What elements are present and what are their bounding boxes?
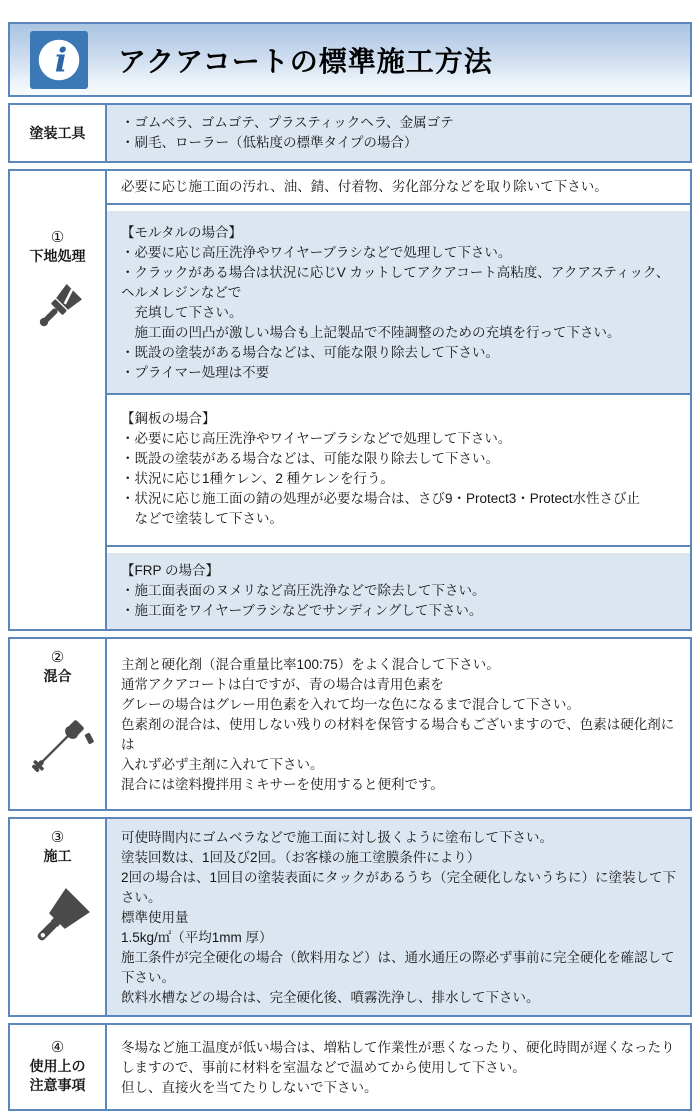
text-line: ・状況に応じ施工面の錆の処理が必要な場合は、さび9・Protect3・Protect水性さび止 [121,491,641,506]
text-line: ・状況に応じ1種ケレン、2 種ケレンを行う。 [121,471,394,486]
mixing-label [10,639,107,809]
base-prep-content [107,171,690,629]
text-line: 必要に応じ施工面の汚れ、油、錆、付着物、劣化部分などを取り除いて下さい。 [121,179,608,194]
application-label-text: 施工 [43,848,72,864]
info-icon [30,31,88,89]
base-prep-frp-box [107,553,690,629]
text-line: 但し、直接火を当てたりしないで下さい。 [121,1080,378,1095]
precautions-label-text [30,1057,86,1095]
text-line: ・既設の塗装がある場合などは、可能な限り除去して下さい。 [121,451,499,466]
paintbrush-icon [25,276,91,345]
application-content [107,819,690,1015]
text-line: ・必要に応じ高圧洗浄やワイヤーブラシなどで処理して下さい。 [121,245,512,260]
text-line: などで塗装して下さい。 [121,511,283,526]
row-application [8,817,692,1017]
painting-tools-content [107,105,690,161]
text-line: ・ゴムベラ、ゴムゴテ、プラスティックヘラ、金属ゴテ [121,115,454,130]
text-line: ・クラックがある場合は状況に応じV カットしてアクアコート高粘度、アクアスティック、ヘルメレジンなどで [121,265,670,300]
svg-text:i: i [54,40,68,80]
text-line: 【鋼板の場合】 [121,411,216,426]
mixing-label-text: 混合 [43,668,72,684]
text-line: ・必要に応じ高圧洗浄やワイヤーブラシなどで処理して下さい。 [121,431,512,446]
row-precautions [8,1023,692,1111]
base-prep-mortar-box [107,211,690,395]
text-line: ・施工面をワイヤーブラシなどでサンディングして下さい。 [121,603,483,618]
text-line: ・刷毛、ローラー（低粘度の標準タイプの場合） [121,135,418,150]
text-line: 2回の場合は、1回目の塗装表面にタックがあるうち（完全硬化しないうちに）に塗装して下さい。 [121,870,677,905]
text-line: 使用上の [29,1058,86,1074]
text-line: 施工面の凹凸が激しい場合も上記製品で不陸調整のための充填を行って下さい。 [121,325,621,340]
application-label [10,819,107,1015]
text-line: 可使時間内にゴムベラなどで施工面に対し扱くように塗布して下さい。 [121,830,553,845]
text-line: 標準使用量 [121,910,189,925]
page-title: アクアコートの標準施工方法 [118,45,493,77]
row-painting-tools [8,103,692,163]
painting-tools-label: 塗装工具 [10,105,107,161]
text-line: しますので、事前に材料を室温などで温めてから使用して下さい。 [121,1060,526,1075]
mixing-content [107,639,690,809]
text-line: 混合には塗料攪拌用ミキサーを使用すると便利です。 [121,777,444,792]
text-line: 色素剤の混合は、使用しない残りの材料を保管する場合もございますので、色素は硬化剤には [121,717,675,752]
text-line: ・既設の塗装がある場合などは、可能な限り除去して下さい。 [121,345,499,360]
text-line: ・施工面表面のヌメリなど高圧洗浄などで除去して下さい。 [121,583,486,598]
text-line: 入れず必ず主剤に入れて下さい。 [121,757,324,772]
text-line: 注意事項 [29,1077,86,1093]
text-line: 【モルタルの場合】 [121,225,242,240]
document-page [8,22,692,1111]
text-line: 充填して下さい。 [121,305,243,320]
base-prep-general-box [107,171,690,205]
putty-knife-icon [21,876,95,969]
text-line: 塗装回数は、1回及び2回。（お客様の施工塗膜条件により） [121,850,481,865]
base-prep-label-text: 下地処理 [29,248,86,264]
text-line: 冬場など施工温度が低い場合は、増粘して作業性が悪くなったり、硬化時間が遅くなったり [121,1040,675,1055]
text-line: グレーの場合はグレー用色素を入れて均一な色になるまで混合して下さい。 [121,697,580,712]
text-line: 通常アクアコートは白ですが、青の場合は青用色素を [121,677,444,692]
text-line: 【FRP の場合】 [121,563,220,578]
precautions-label [10,1025,107,1109]
base-prep-steel-box [107,401,690,547]
paint-mixer-icon [21,696,95,801]
row-base-prep [8,169,692,631]
text-line: 1.5kg/㎡（平均1mm 厚） [121,930,273,945]
precautions-number: ④ [50,1039,65,1056]
row-mixing [8,637,692,811]
mixing-number: ② [50,649,65,666]
text-line: ・プライマー処理は不要 [121,365,270,380]
text-line: 主剤と硬化剤（混合重量比率100:75）をよく混合して下さい。 [121,657,500,672]
document-header [8,22,692,97]
text-line: 施工条件が完全硬化の場合（飲料用など）は、通水通圧の際必ず事前に完全硬化を確認して下さい。 [121,950,675,985]
precautions-content [107,1025,690,1109]
base-prep-label [10,171,107,629]
base-prep-number: ① [50,229,65,246]
text-line: 飲料水槽などの場合は、完全硬化後、噴霧洗浄し、排水して下さい。 [121,990,540,1005]
application-number: ③ [50,829,65,846]
